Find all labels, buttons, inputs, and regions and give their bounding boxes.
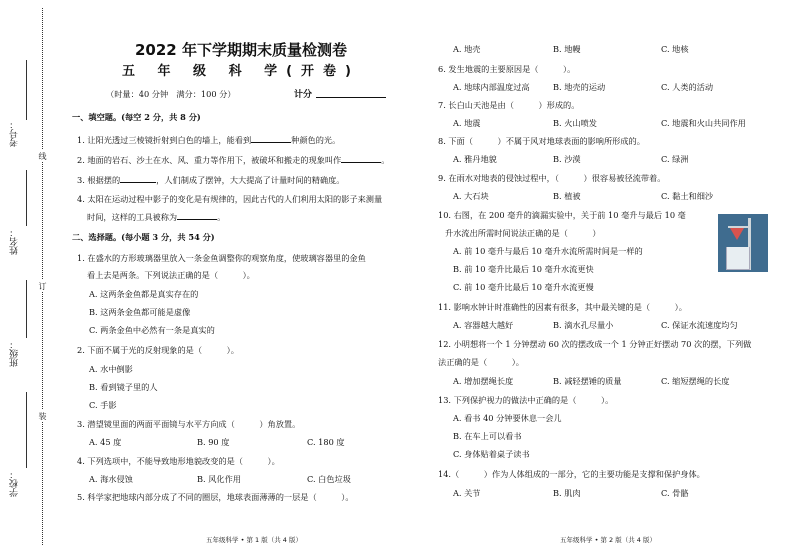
option-11a[interactable]: A. 容器越大越好 xyxy=(453,320,514,330)
choice-question-8: 8. 下面（ ）不属于风对地球表面的影响所形成的。 xyxy=(438,136,645,146)
option-5c[interactable]: C. 地核 xyxy=(661,44,689,54)
class-field[interactable] xyxy=(26,280,27,338)
choice-question-5: 5. 科学家把地球内部分成了不同的圈层，地球表面薄薄的一层是（ ）。 xyxy=(77,492,354,502)
drip-experiment-image xyxy=(718,214,768,272)
option-8b[interactable]: B. 沙漠 xyxy=(553,154,581,164)
q-text: 种颜色的光。 xyxy=(291,135,341,145)
answer-blank[interactable] xyxy=(177,211,217,220)
option-10a[interactable]: A. 前 10 毫升与最后 10 毫升水流所需时间是一样的 xyxy=(453,246,643,256)
q-text: 。 xyxy=(381,155,390,165)
option-13b[interactable]: B. 在车上可以看书 xyxy=(453,431,522,441)
choice-question-10: 10. 右图，在 200 毫升的滴漏实验中，关于前 10 毫升与最后 10 毫 xyxy=(438,210,686,220)
option-11b[interactable]: B. 滴水孔尽量小 xyxy=(553,320,614,330)
option-10b[interactable]: B. 前 10 毫升比最后 10 毫升水流更快 xyxy=(453,264,594,274)
choice-question-9: 9. 在雨水对地表的侵蚀过程中，（ ）很容易被径流带着。 xyxy=(438,173,666,183)
score-field[interactable] xyxy=(316,89,386,98)
answer-blank[interactable] xyxy=(120,174,156,183)
exam-subtitle: 五 年 级 科 学(开卷) xyxy=(122,64,360,79)
option-7a[interactable]: A. 地震 xyxy=(453,118,481,128)
option-4c[interactable]: C. 白色垃圾 xyxy=(307,474,351,484)
option-12a[interactable]: A. 增加摆绳长度 xyxy=(453,376,514,386)
fill-question-2 xyxy=(77,154,389,166)
option-2a[interactable]: A. 水中倒影 xyxy=(89,364,133,374)
option-6b[interactable]: B. 地壳的运动 xyxy=(553,82,606,92)
q-text: 1. 让阳光透过三棱镜折射到白色的墙上，能看到 xyxy=(77,135,252,145)
choice-question-14: 14.（ ）作为人体组成的一部分，它的主要功能是支撑和保护身体。 xyxy=(438,469,705,479)
option-9c[interactable]: C. 黏土和细沙 xyxy=(661,191,714,201)
bind-mark-line: 线 xyxy=(38,152,47,160)
option-14b[interactable]: B. 肌肉 xyxy=(553,488,581,498)
option-2c[interactable]: C. 手影 xyxy=(89,400,117,410)
fill-question-4: 4. 太阳在运动过程中影子的变化是有规律的，因此古代的人们利用太阳的影子来测量 xyxy=(77,194,383,204)
choice-question-12-cont: 法正确的是（ ）。 xyxy=(438,357,524,367)
name-label: 姓名： xyxy=(10,228,20,255)
option-14c[interactable]: C. 骨骼 xyxy=(661,488,689,498)
q-text: 2. 地面的岩石、沙土在水、风、重力等作用下，被破坏和搬走的现象叫作 xyxy=(77,155,342,165)
class-label: 班级： xyxy=(10,340,20,367)
bind-mark-order: 订 xyxy=(38,282,47,290)
q-text: 时间，这样的工具被称为 xyxy=(87,212,178,222)
option-6c[interactable]: C. 人类的活动 xyxy=(661,82,714,92)
option-13c[interactable]: C. 身体贴着桌子读书 xyxy=(453,449,530,459)
choice-question-11: 11. 影响水钟计时准确性的因素有很多，其中最关键的是（ ）。 xyxy=(438,302,687,312)
binding-dotted-line xyxy=(42,8,43,545)
exam-no-field[interactable] xyxy=(26,60,27,120)
choice-question-2: 2. 下面不属于光的反射现象的是（ ）。 xyxy=(77,345,239,355)
footer-left: 五年级科学 • 第 1 版（共 4 版） xyxy=(206,536,303,544)
fill-question-1 xyxy=(77,134,340,146)
option-8c[interactable]: C. 绿洲 xyxy=(661,154,689,164)
exam-no-label: 考号： xyxy=(10,120,20,147)
choice-question-12: 12. 小明想将一个 1 分钟摆动 60 次的摆改成一个 1 分钟正好摆动 70 次的摆，下列做 xyxy=(438,339,752,349)
option-9a[interactable]: A. 大石块 xyxy=(453,191,489,201)
binding-margin xyxy=(0,0,64,553)
q-text: 。 xyxy=(217,212,226,222)
option-14a[interactable]: A. 关节 xyxy=(453,488,481,498)
name-field[interactable] xyxy=(26,170,27,226)
option-8a[interactable]: A. 雅丹地貌 xyxy=(453,154,497,164)
choice-question-1: 1. 在盛水的方形玻璃器里放入一条金鱼调整你的观察角度，使玻璃容器里的金鱼 xyxy=(77,253,366,263)
option-3c[interactable]: C. 180 度 xyxy=(307,437,345,447)
choice-question-10-cont: 升水流出所需时间说法正确的是（ ） xyxy=(445,228,601,238)
option-6a[interactable]: A. 地球内部温度过高 xyxy=(453,82,530,92)
option-3b[interactable]: B. 90 度 xyxy=(197,437,230,447)
option-4b[interactable]: B. 风化作用 xyxy=(197,474,241,484)
option-12b[interactable]: B. 减轻摆锤的质量 xyxy=(553,376,622,386)
choice-question-13: 13. 下列保护视力的做法中正确的是（ ）。 xyxy=(438,395,614,405)
score-label: 计分 xyxy=(294,90,313,100)
footer-right: 五年级科学 • 第 2 版（共 4 版） xyxy=(560,536,657,544)
choice-question-7: 7. 长白山天池是由（ ）形成的。 xyxy=(438,100,580,110)
option-9b[interactable]: B. 植被 xyxy=(553,191,581,201)
exam-time: （时量：40 分钟 满分：100 分） xyxy=(106,89,236,99)
choice-question-3: 3. 潜望镜里面的两面平面镜与水平方向成（ ）角放置。 xyxy=(77,419,301,429)
option-11c[interactable]: C. 保证水流速度均匀 xyxy=(661,320,738,330)
school-field[interactable] xyxy=(26,392,27,468)
option-5a[interactable]: A. 地壳 xyxy=(453,44,481,54)
option-5b[interactable]: B. 地幔 xyxy=(553,44,581,54)
beaker-shape xyxy=(726,247,750,270)
option-10c[interactable]: C. 前 10 毫升比最后 10 毫升水流更慢 xyxy=(453,282,594,292)
bind-mark-install: 装 xyxy=(38,412,47,420)
option-1c[interactable]: C. 两条金鱼中必然有一条是真实的 xyxy=(89,325,215,335)
option-7b[interactable]: B. 火山喷发 xyxy=(553,118,597,128)
section2-heading: 二、选择题。(每小题 3 分，共 54 分) xyxy=(72,232,215,242)
answer-blank[interactable] xyxy=(251,134,291,143)
option-12c[interactable]: C. 缩短摆绳的长度 xyxy=(661,376,730,386)
school-label: 学校： xyxy=(10,470,20,497)
section1-heading: 一、填空题。(每空 2 分，共 8 分) xyxy=(72,112,201,122)
option-4a[interactable]: A. 海水侵蚀 xyxy=(89,474,133,484)
option-1b[interactable]: B. 这两条金鱼都可能是虚像 xyxy=(89,307,191,317)
fill-question-4-cont xyxy=(87,211,225,223)
option-1a[interactable]: A. 这两条金鱼都是真实存在的 xyxy=(89,289,199,299)
q-text: 3. 根据摆的 xyxy=(77,175,121,185)
q-text: ，人们制成了摆钟，大大提高了计量时间的精确度。 xyxy=(156,175,345,185)
option-13a[interactable]: A. 看书 40 分钟要休息一会儿 xyxy=(453,413,562,423)
option-3a[interactable]: A. 45 度 xyxy=(89,437,122,447)
funnel-shape xyxy=(730,228,744,240)
option-7c[interactable]: C. 地震和火山共同作用 xyxy=(661,118,746,128)
choice-question-6: 6. 发生地震的主要原因是（ ）。 xyxy=(438,64,576,74)
exam-title: 2022 年下学期期末质量检测卷 xyxy=(135,41,347,59)
choice-question-1-cont: 看上去是两条。下列说法正确的是（ ）。 xyxy=(87,270,255,280)
answer-blank[interactable] xyxy=(341,154,381,163)
fill-question-3 xyxy=(77,174,345,186)
option-2b[interactable]: B. 看到镜子里的人 xyxy=(89,382,158,392)
choice-question-4: 4. 下列选项中，不能导致地形地貌改变的是（ ）。 xyxy=(77,456,280,466)
